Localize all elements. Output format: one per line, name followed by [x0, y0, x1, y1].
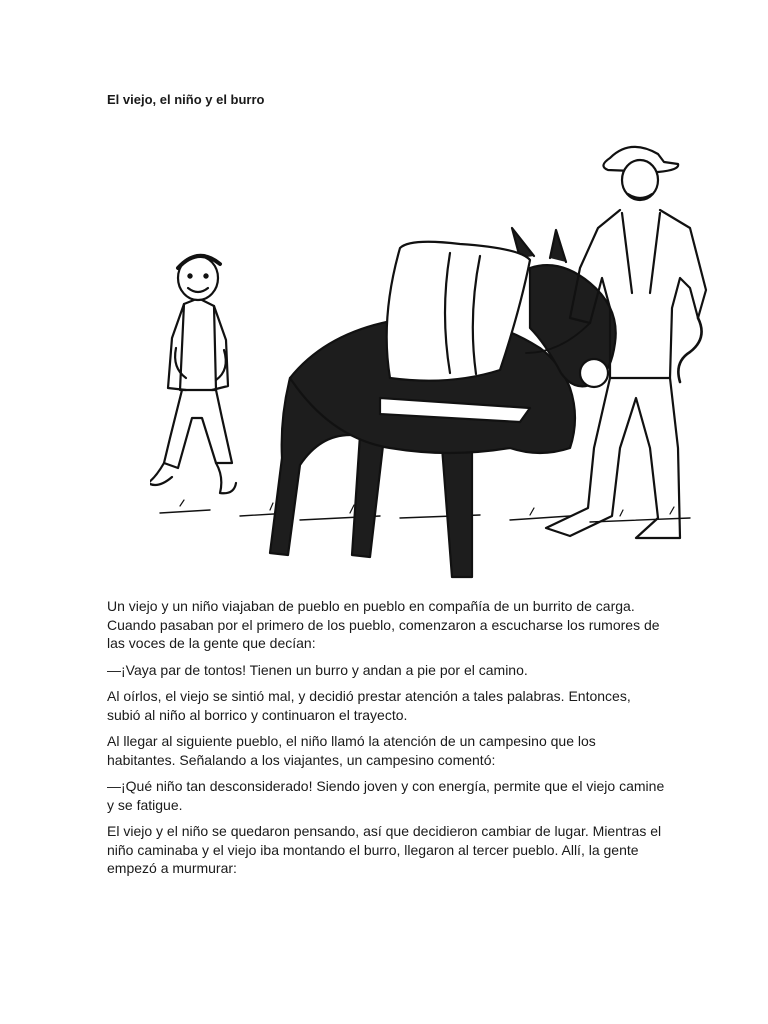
paragraph: —¡Qué niño tan desconsiderado! Siendo joven y con energía, permite que el viejo camine y se fatigue.: [107, 778, 665, 813]
paragraph: Al llegar al siguiente pueblo, el niño llamó la atención de un campesino que los habitantes. Señalando a los viajantes, un campesino comentó:: [107, 733, 596, 768]
document-title: El viejo, el niño y el burro: [107, 92, 265, 107]
paragraph: —¡Vaya par de tontos! Tienen un burro y andan a pie por el camino.: [107, 661, 528, 678]
boy-figure: [150, 256, 236, 493]
paragraph: Al oírlos, el viejo se sintió mal, y decidió prestar atención a tales palabras. Entonces, subió al niño al borrico y continuaron el trayecto.: [107, 688, 631, 723]
story-text: [107, 597, 667, 886]
paragraph: Un viejo y un niño viajaban de pueblo en pueblo en compañía de un burrito de carga. Cuando pasaban por el primero de los pueblo, comenzaron a escucharse los rumores de las voces de la gente que decían:: [107, 598, 660, 651]
old-man-boy-donkey-illustration-icon: [150, 118, 710, 588]
paragraph: El viejo y el niño se quedaron pensando, así que decidieron cambiar de lugar. Mientras el niño caminaba y el viejo iba montando el burro, llegaron al tercer pueblo. Allí, la gente empezó a murmurar:: [107, 823, 662, 876]
